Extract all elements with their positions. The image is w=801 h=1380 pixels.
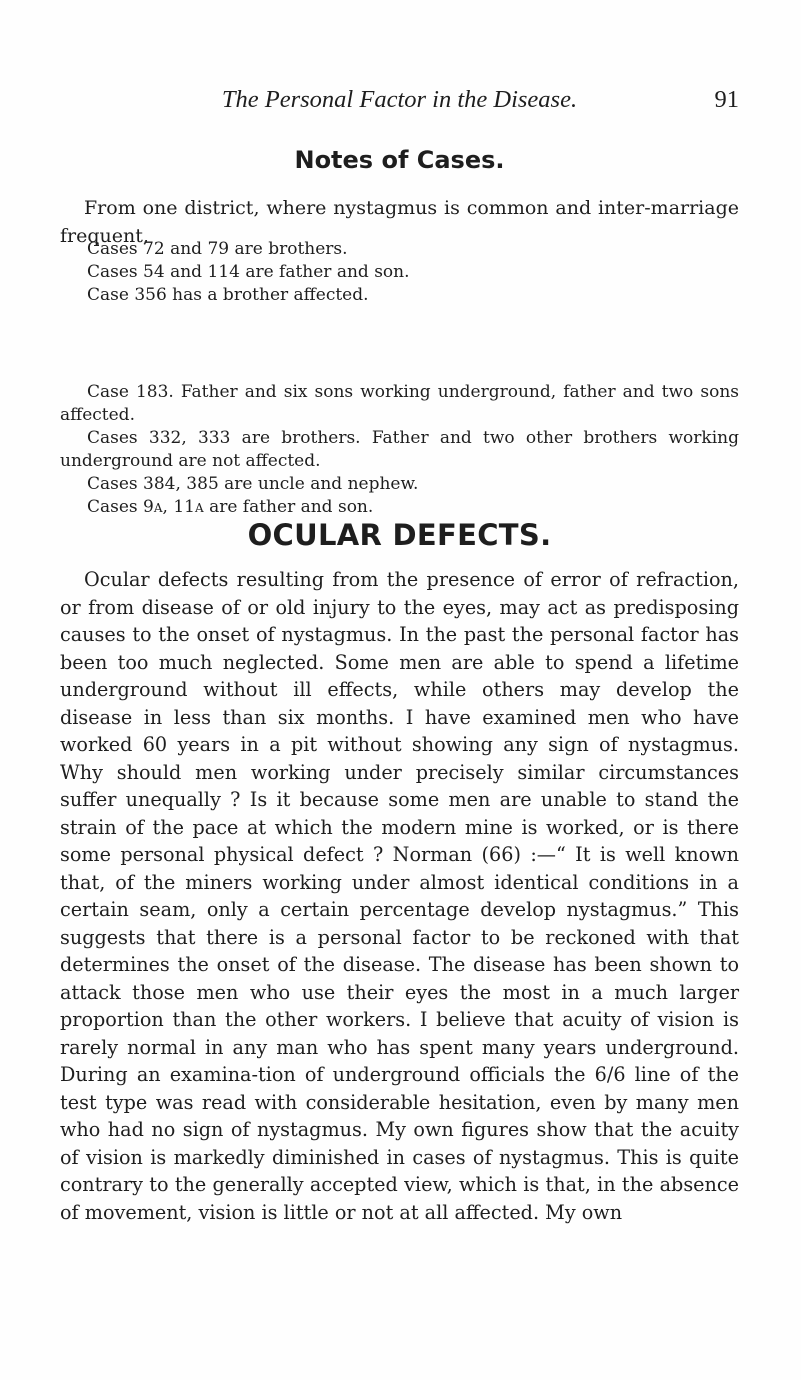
case-list-2	[60, 381, 739, 519]
case-item: Cases 72 and 79 are brothers.	[87, 239, 348, 259]
notes-intro: From one district, where nystagmus is common and inter-marriage frequent,	[60, 197, 739, 247]
ocular-defects-heading: OCULAR DEFECTS.	[247, 518, 552, 552]
running-header	[60, 86, 739, 116]
case-list-1	[60, 238, 739, 307]
case-item: Case 183. Father and six sons working underground, father and two sons affected.	[60, 382, 739, 425]
case-item: Cases 9a, 11a are father and son.	[87, 497, 374, 517]
ocular-paragraph: Ocular defects resulting from the presence of error of refraction, or from disease of or old injury to the eyes, may act as predisposing causes to the onset of nystagmus. In the past the personal factor has been too much neglected. Some men are able to spend a lifetime underground without ill effects, while others may develop the disease in less than six months. I have examined men who have worked 60 years in a pit without showing any sign of nystagmus. Why should men working under precisely similar circumstances suffer unequally ? Is it because some men are unable to stand the strain of the pace at which the modern mine is worked, or is there some personal physical defect ? Norman (66) :—“ It is well known that, of the miners working under almost identical conditions in a certain seam, only a certain percentage develop nystagmus.” This suggests that there is a personal factor to be reckoned with that determines the onset of the disease. The disease has been shown to attack those men who use their eyes the most in a much larger proportion than the other workers. I believe that acuity of vision is rarely normal in any man who has spent many years underground. During an examina-tion of underground officials the 6/6 line of the test type was read with considerable hesitation, even by many men who had no sign of nystagmus. My own figures show that the acuity of vision is markedly diminished in cases of nystagmus. This is quite contrary to the generally accepted view, which is that, in the absence of movement, vision is little or not at all affected. My own	[60, 568, 739, 1224]
case-item: Cases 332, 333 are brothers. Father and two other brothers working underground are not affected.	[60, 428, 739, 471]
case-item: Case 356 has a brother affected.	[87, 285, 369, 305]
case-item: Cases 54 and 114 are father and son.	[87, 262, 410, 282]
case-item: Cases 384, 385 are uncle and nephew.	[87, 474, 419, 494]
running-title: The Personal Factor in the Disease.	[221, 86, 578, 113]
notes-heading: Notes of Cases.	[294, 146, 505, 174]
page-number: 91	[714, 86, 739, 113]
